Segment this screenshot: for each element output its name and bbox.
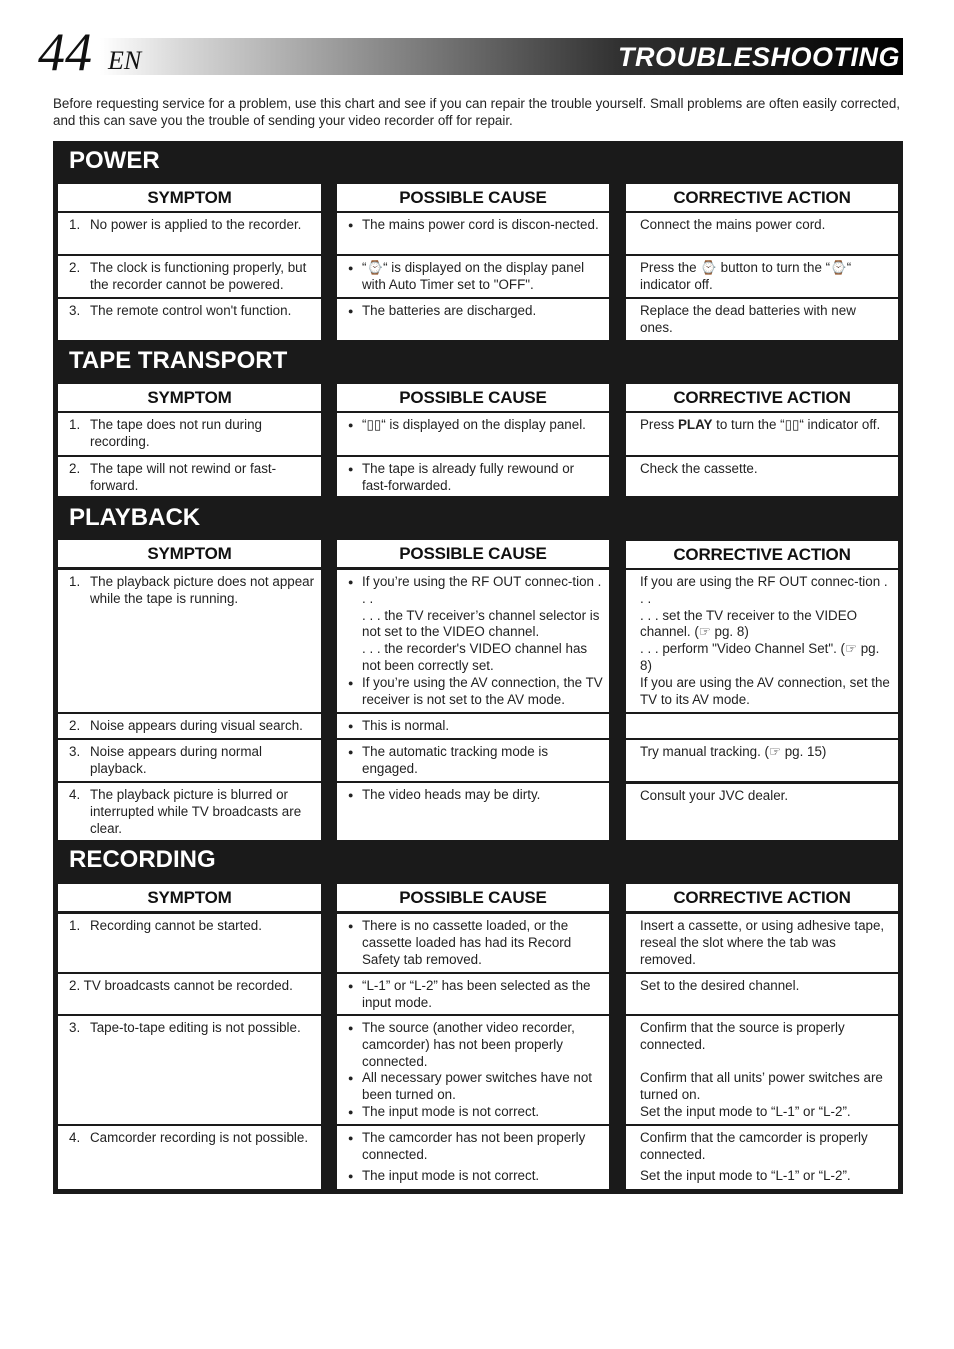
action-text: Set the input mode to “L-1” or “L-2”.: [640, 1167, 851, 1183]
action-text: Confirm that all units’ power switches are turned on.: [640, 1070, 883, 1103]
cause-subitem: . . . the TV receiver’s channel selector is not set to the VIDEO channel.: [362, 607, 600, 640]
symptom-text: No power is applied to the recorder.: [90, 217, 302, 232]
column-header-cause: POSSIBLE CAUSE: [337, 884, 609, 911]
cause-bullet: ● The automatic tracking mode is engaged.: [348, 744, 603, 778]
action-text: Replace the dead batteries with new ones.: [640, 303, 856, 335]
cause-cell: [337, 299, 609, 340]
action-text: [640, 417, 892, 434]
symptom-number: 1.: [69, 574, 81, 589]
action-text: Set to the desired channel.: [640, 978, 800, 993]
column-header-cause: POSSIBLE CAUSE: [337, 184, 609, 211]
action-text-post: to turn the “▯▯“ indicator off.: [712, 417, 881, 432]
symptom-cell: [58, 213, 321, 254]
action-text: Try manual tracking. (☞ pg. 15): [640, 744, 827, 759]
symptom-number: 2.: [69, 260, 81, 275]
action-text: . . . perform "Video Channel Set". (☞ pg. 8): [640, 641, 880, 673]
symptom-number: 4.: [69, 787, 81, 802]
cause-bullet: ● The tape is already fully rewound or fast-forwarded.: [348, 461, 603, 495]
cause-bullet: ● The camcorder has not been properly connected.: [348, 1130, 603, 1164]
symptom-text: The remote control won't function.: [90, 303, 292, 318]
symptom-number: 3.: [69, 1020, 81, 1035]
symptom-text: The playback picture does not appear while the tape is running.: [90, 574, 315, 606]
symptom-number: 1.: [69, 217, 81, 232]
symptom-number: 1.: [69, 918, 81, 933]
symptom-number: 2.: [69, 718, 81, 733]
cause-cell: [337, 914, 609, 972]
symptom-cell: [58, 1126, 321, 1189]
cause-cell: [337, 1126, 609, 1189]
cause-cell: [337, 974, 609, 1014]
cause-bullet: ● The video heads may be dirty.: [348, 787, 603, 804]
action-cell: [626, 299, 898, 340]
section-title-playback: PLAYBACK: [69, 504, 201, 531]
cause-cell: [337, 740, 609, 781]
symptom-cell: [58, 783, 321, 840]
symptom-number: 4.: [69, 1130, 81, 1145]
section-title-tape-transport: TAPE TRANSPORT: [69, 347, 288, 374]
cause-bullet: ● If you’re using the RF OUT connec-tion . . .: [348, 574, 603, 608]
intro-paragraph: Before requesting service for a problem, use this chart and see if you can repair the trouble yourself. Small problems are often easily corrected, and this can save you the trouble of sending your video recorder off for repair.: [53, 96, 901, 128]
symptom-text: Noise appears during visual search.: [90, 718, 303, 733]
symptom-text: Noise appears during normal playback.: [90, 744, 262, 776]
symptom-text: The playback picture is blurred or interrupted while TV broadcasts are clear.: [90, 787, 302, 836]
action-cell: [626, 457, 898, 496]
symptom-text: Camcorder recording is not possible.: [90, 1130, 309, 1145]
symptom-cell: [58, 256, 321, 297]
action-text: Connect the mains power cord.: [640, 217, 826, 232]
symptom-cell: [58, 740, 321, 781]
cause-bullet: ● The batteries are discharged.: [348, 303, 603, 320]
symptom-text: Tape-to-tape editing is not possible.: [90, 1020, 301, 1035]
symptom-cell: [58, 570, 321, 712]
symptom-text: The tape does not run during recording.: [90, 417, 262, 449]
cause-bullet: ● There is no cassette loaded, or the cassette loaded has had its Record Safety tab removed.: [348, 918, 603, 968]
symptom-number: 3.: [69, 744, 81, 759]
column-header-action: CORRECTIVE ACTION: [626, 884, 898, 911]
spacer: [640, 1054, 892, 1071]
symptom-cell: [58, 714, 321, 738]
section-title-power: POWER: [69, 147, 160, 174]
column-header-cause: POSSIBLE CAUSE: [337, 540, 609, 567]
action-cell: [626, 974, 898, 1014]
action-text: . . . set the TV receiver to the VIDEO channel. (☞ pg. 8): [640, 607, 858, 640]
cause-cell: [337, 213, 609, 254]
action-cell: [626, 914, 898, 972]
symptom-cell: [58, 1016, 321, 1124]
symptom-text: Recording cannot be started.: [90, 918, 262, 933]
cause-bullet: ● The input mode is not correct.: [348, 1104, 603, 1121]
page-title: TROUBLESHOOTING: [618, 42, 900, 72]
action-text: If you are using the AV connection, set the TV to its AV mode.: [640, 674, 890, 707]
cause-bullet: ● “L-1” or “L-2” has been selected as the input mode.: [348, 978, 603, 1012]
symptom-cell: [58, 974, 321, 1014]
cause-subitem: . . . the recorder's VIDEO channel has not been correctly set.: [362, 641, 588, 673]
section-title-recording: RECORDING: [69, 846, 216, 873]
cause-bullet: ● The mains power cord is discon-nected.: [348, 217, 603, 234]
cause-bullet: ● All necessary power switches have not been turned on.: [348, 1070, 603, 1104]
column-header-symptom: SYMPTOM: [58, 384, 321, 411]
column-header-action: CORRECTIVE ACTION: [626, 184, 898, 211]
column-header-symptom: SYMPTOM: [58, 540, 321, 567]
symptom-number: 2.: [69, 461, 81, 476]
play-button-label: PLAY: [677, 417, 713, 432]
action-cell: [626, 740, 898, 781]
cause-bullet: ● The source (another video recorder, camcorder) has not been properly connected.: [348, 1020, 603, 1070]
symptom-number: 3.: [69, 303, 81, 318]
action-text: Confirm that the camcorder is properly connected.: [640, 1130, 868, 1162]
action-text: Press the ⌚ button to turn the “⌚“ indicator off.: [640, 260, 852, 292]
symptom-cell: [58, 457, 321, 496]
cause-bullet: ● “⌚“ is displayed on the display panel with Auto Timer set to "OFF".: [348, 260, 603, 294]
action-cell: [626, 1126, 898, 1189]
column-header-action: CORRECTIVE ACTION: [626, 384, 898, 411]
action-cell: [626, 256, 898, 297]
symptom-text: The tape will not rewind or fast-forward.: [90, 461, 277, 493]
symptom-cell: [58, 299, 321, 340]
cause-bullet: ● The input mode is not correct.: [348, 1168, 603, 1185]
symptom-cell: [58, 914, 321, 972]
cause-cell: [337, 413, 609, 455]
symptom-text: TV broadcasts cannot be recorded.: [83, 978, 293, 993]
column-header-symptom: SYMPTOM: [58, 884, 321, 911]
cause-bullet: ● “▯▯“ is displayed on the display panel.: [348, 417, 603, 434]
action-text: Set the input mode to “L-1” or “L-2”.: [640, 1103, 851, 1119]
cause-bullet: ● This is normal.: [348, 718, 603, 735]
cause-cell: [337, 714, 609, 738]
column-header-action: CORRECTIVE ACTION: [626, 541, 898, 568]
page-number: 44: [38, 22, 92, 82]
action-text: Insert a cassette, or using adhesive tape, reseal the slot where the tab was removed.: [640, 918, 885, 967]
action-text: Confirm that the source is properly connected.: [640, 1020, 845, 1052]
cause-cell: [337, 1016, 609, 1124]
action-cell: [626, 213, 898, 254]
symptom-text: The clock is functioning properly, but the recorder cannot be powered.: [90, 260, 307, 292]
symptom-number: 2.: [69, 978, 81, 993]
cause-cell: [337, 457, 609, 496]
column-header-cause: POSSIBLE CAUSE: [337, 384, 609, 411]
action-text: Consult your JVC dealer.: [640, 788, 789, 803]
action-text-pre: Press: [640, 417, 678, 432]
page-language: EN: [108, 46, 142, 75]
cause-bullet: ● If you’re using the AV connection, the TV receiver is not set to the AV mode.: [348, 675, 603, 709]
symptom-cell: [58, 413, 321, 455]
action-cell: [626, 413, 898, 455]
cause-cell: [337, 570, 609, 712]
action-text: Check the cassette.: [640, 461, 758, 476]
action-text: If you are using the RF OUT connec-tion . . .: [640, 574, 888, 606]
cause-cell: [337, 783, 609, 840]
action-cell: [626, 570, 898, 712]
action-cell: [626, 714, 898, 738]
action-cell: [626, 784, 898, 840]
action-cell: [626, 1016, 898, 1124]
column-header-symptom: SYMPTOM: [58, 184, 321, 211]
symptom-number: 1.: [69, 417, 81, 432]
cause-cell: [337, 256, 609, 297]
